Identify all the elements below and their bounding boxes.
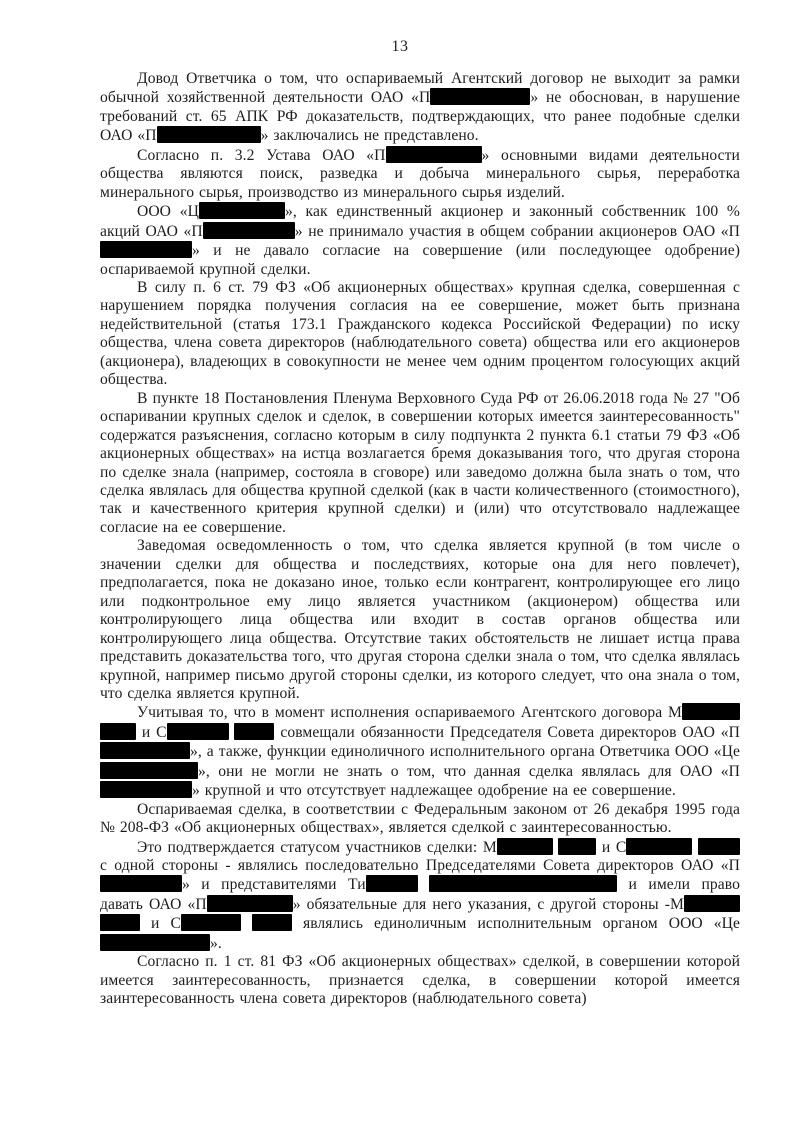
redaction-bar bbox=[203, 222, 295, 239]
redaction-bar bbox=[100, 762, 198, 779]
document-body bbox=[100, 70, 740, 1009]
redaction-bar bbox=[100, 742, 190, 759]
redaction-bar bbox=[558, 838, 596, 855]
redaction-bar bbox=[207, 895, 293, 912]
page-number: 13 bbox=[391, 38, 409, 55]
redaction-bar bbox=[626, 838, 692, 855]
paragraph: Согласно п. 1 ст. 81 ФЗ «Об акционерных обществах» сделкой, в совершении которой имеется заинтересованность, признается сделка, в совершении которой имеется заинтересованность члена совета директоров (наблюдательного совета) bbox=[100, 953, 740, 1008]
redaction-bar bbox=[430, 88, 530, 105]
redaction-bar bbox=[682, 703, 740, 720]
redaction-bar bbox=[100, 934, 210, 951]
paragraph: В силу п. 6 ст. 79 ФЗ «Об акционерных обществах» крупная сделка, совершенная с нарушением порядка получения согласия на ее совершение, может быть признана недействительной (статья 173.1 Гражданского кодекса Российской Федерации) по иску общества, члена совета директоров (наблюдательного совета) общества или его акционеров (акционера), владеющих в совокупности не менее чем одним процентом голосующих акций общества. bbox=[100, 278, 740, 389]
paragraph: Довод Ответчика о том, что оспариваемый Агентский договор не выходит за рамки обычной хозяйственной деятельности ОАО «П » не обоснован, в нарушение требований ст. 65 АПК РФ доказательств, подтверждающих, что ранее подобные сделки ОАО «П » заключались не представлено. bbox=[100, 70, 740, 145]
redaction-bar bbox=[497, 838, 553, 855]
redaction-bar bbox=[100, 914, 140, 931]
paragraph: Оспариваемая сделка, в соответствии с Федеральным законом от 26 декабря 1995 года № 208-ФЗ «Об акционерных обществах», является сделкой с заинтересованностью. bbox=[100, 800, 740, 837]
redaction-bar bbox=[157, 126, 261, 143]
paragraph: Согласно п. 3.2 Устава ОАО «П » основными видами деятельности общества являются поиск, разведка и добыча минерального сырья, переработка минерального сырья, производство из минерального сырья изделий. bbox=[100, 146, 740, 201]
redaction-bar bbox=[698, 838, 740, 855]
redaction-bar bbox=[199, 202, 285, 219]
paragraph: В пункте 18 Постановления Пленума Верховного Суда РФ от 26.06.2018 года № 27 "Об оспаривании крупных сделок и сделок, в совершении которых имеется заинтересованность" содержатся разъяснения, согласно которым в силу подпункта 2 пункта 6.1 статьи 79 ФЗ «Об акционерных обществах» на истца возлагается бремя доказывания того, что другая сторона по сделке знала (например, состояла в сговоре) или заведомо должна была знать о том, что сделка являлась для общества крупной сделкой (как в части количественного (стоимостного), так и качественного критерия крупной сделки) и (или) что отсутствовало надлежащее согласие на ее совершение. bbox=[100, 389, 740, 536]
paragraph: Это подтверждается статусом участников сделки: М и С с одной стороны - являлись последовательно Председателями Совета директоров ОАО «П» и представителями Ти и имели право давать ОАО «П » обязательные для него указания, с другой стороны -М и С являлись единоличным исполнительным органом ООО «Це». bbox=[100, 838, 740, 952]
redaction-bar bbox=[684, 895, 740, 912]
redaction-bar bbox=[167, 723, 229, 740]
redaction-bar bbox=[100, 781, 192, 798]
paragraph: Учитывая то, что в момент исполнения оспариваемого Агентского договора М и С совмещали обязанности Председателя Совета директоров ОАО «П», а также, функции единоличного исполнительного органа Ответчика ООО «Це», они не могли не знать о том, что данная сделка являлась для ОАО «П» крупной и что отсутствует надлежащее одобрение на ее совершение. bbox=[100, 703, 740, 800]
redaction-bar bbox=[252, 914, 292, 931]
redaction-bar bbox=[181, 914, 241, 931]
redaction-bar bbox=[366, 875, 418, 892]
paragraph: ООО «Ц », как единственный акционер и законный собственник 100 % акций ОАО «П » не принимало участия в общем собрании акционеров ОАО «П» и не давало согласие на совершение (или последующее одобрение) оспариваемой крупной сделки. bbox=[100, 203, 740, 278]
redaction-bar bbox=[386, 146, 482, 163]
redaction-bar bbox=[429, 875, 617, 892]
paragraph: Заведомая осведомленность о том, что сделка является крупной (в том числе о значении сделки для общества и последствиях, которые она для него повлечет), предполагается, пока не доказано иное, только если контрагент, контролирующее его лицо или подконтрольное ему лицо является участником (акционером) общества или контролирующего лица общества или входит в состав органов общества или контролирующего лица общества. Отсутствие таких обстоятельств не лишает истца права представить доказательства того, что другая сторона сделки знала о том, что сделка являлась крупной, например письмо другой стороны сделки, из которого следует, что она знала о том, что сделка является крупной. bbox=[100, 537, 740, 702]
redaction-bar bbox=[100, 241, 192, 258]
redaction-bar bbox=[234, 723, 274, 740]
redaction-bar bbox=[100, 723, 136, 740]
redaction-bar bbox=[100, 875, 182, 892]
